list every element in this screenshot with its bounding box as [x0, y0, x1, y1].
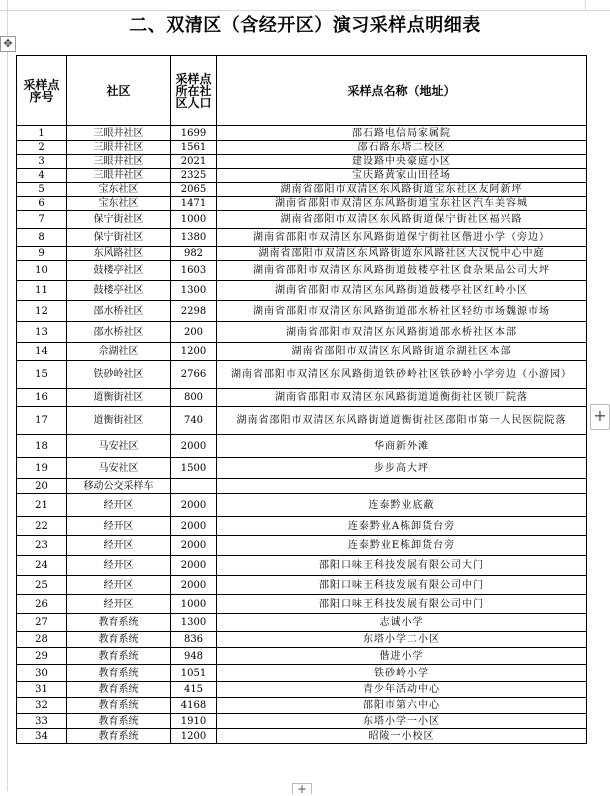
cell-location-name: 志诚小学	[217, 614, 587, 632]
cell-sample-no: 9	[17, 247, 67, 261]
table-row	[17, 665, 587, 682]
cell-sample-no: 29	[17, 648, 67, 665]
cell-location-name: 邵阳市第六中心	[217, 698, 587, 714]
table-row	[17, 343, 587, 361]
sampling-points-table	[16, 55, 587, 744]
cell-population: 1300	[171, 281, 217, 301]
table-row	[17, 517, 587, 536]
cell-location-name: 湖南省邵阳市双清区东风路街道鼓楼亭社区食杂果品公司大坪	[217, 261, 587, 281]
cell-population: 2000	[171, 517, 217, 536]
cell-sample-no: 34	[17, 729, 67, 744]
cell-community: 宝东社区	[67, 183, 171, 197]
cell-community: 教育系统	[67, 648, 171, 665]
cell-community: 教育系统	[67, 614, 171, 632]
cell-location-name: 连泰黔业A栋卸货台旁	[217, 517, 587, 536]
table-header-row	[17, 56, 587, 126]
cell-community: 三眼井社区	[67, 155, 171, 169]
cell-sample-no: 25	[17, 576, 67, 595]
table-row	[17, 458, 587, 479]
cell-community: 邵水桥社区	[67, 301, 171, 322]
cell-community: 鼓楼亭社区	[67, 281, 171, 301]
cell-population: 1000	[171, 211, 217, 229]
cell-sample-no: 21	[17, 494, 67, 517]
cell-population: 1300	[171, 614, 217, 632]
table-row	[17, 479, 587, 494]
cell-location-name: 建设路中央豪庭小区	[217, 155, 587, 169]
cell-sample-no: 1	[17, 126, 67, 141]
add-column-icon[interactable]: +	[590, 404, 610, 430]
cell-location-name: 东塔小学一小区	[217, 714, 587, 729]
cell-location-name: 铁砂岭小学	[217, 665, 587, 682]
cell-sample-no: 7	[17, 211, 67, 229]
table-row	[17, 211, 587, 229]
cell-community: 三眼井社区	[67, 141, 171, 155]
cell-population: 948	[171, 648, 217, 665]
cell-location-name: 湖南省邵阳市双清区东风路街道道衡街社区锁厂院落	[217, 389, 587, 407]
cell-population: 1500	[171, 458, 217, 479]
cell-location-name: 青少年活动中心	[217, 682, 587, 698]
table-row	[17, 141, 587, 155]
cell-location-name: 湖南省邵阳市双清区东风路街道邵水桥社区轻纺市场魏源市场	[217, 301, 587, 322]
cell-location-name: 湖南省邵阳市双清区东风路街道宝东社区友阿新坪	[217, 183, 587, 197]
cell-community: 邵水桥社区	[67, 322, 171, 343]
table-row	[17, 729, 587, 744]
cell-community: 保宁街社区	[67, 229, 171, 247]
cell-community: 教育系统	[67, 682, 171, 698]
cell-location-name: 连泰黔业底蔽	[217, 494, 587, 517]
table-row	[17, 595, 587, 614]
cell-location-name: 湖南省邵阳市双清区东风路街道保宁街社区福兴路	[217, 211, 587, 229]
cell-population: 2000	[171, 556, 217, 576]
cell-population: 1380	[171, 229, 217, 247]
cell-community: 经开区	[67, 556, 171, 576]
cell-population: 2000	[171, 494, 217, 517]
cell-community: 马安社区	[67, 435, 171, 458]
cell-sample-no: 16	[17, 389, 67, 407]
cell-sample-no: 12	[17, 301, 67, 322]
cell-community: 鼓楼亭社区	[67, 261, 171, 281]
cell-community: 马安社区	[67, 458, 171, 479]
cell-population: 1603	[171, 261, 217, 281]
right-margin-guide	[585, 0, 586, 10]
cell-population: 200	[171, 322, 217, 343]
cell-sample-no: 23	[17, 536, 67, 556]
table-move-handle-icon[interactable]: ✥	[0, 36, 16, 52]
cell-sample-no: 11	[17, 281, 67, 301]
table-row	[17, 435, 587, 458]
table-row	[17, 322, 587, 343]
cell-community: 东风路社区	[67, 247, 171, 261]
cell-population: 415	[171, 682, 217, 698]
cell-community: 移动公交采样车	[67, 479, 171, 494]
cell-location-name	[217, 479, 587, 494]
table-row	[17, 301, 587, 322]
header-population: 采样点所在社区人口	[171, 56, 217, 126]
table-row	[17, 361, 587, 389]
header-community: 社区	[67, 56, 171, 126]
cell-location-name: 湖南省邵阳市双清区东风路街道鼓楼亭社区红岭小区	[217, 281, 587, 301]
header-sample-no: 采样点序号	[17, 56, 67, 126]
cell-sample-no: 33	[17, 714, 67, 729]
cell-location-name: 邵阳口味王科技发展有限公司中门	[217, 576, 587, 595]
table-row	[17, 247, 587, 261]
cell-community: 三眼井社区	[67, 169, 171, 183]
table-row	[17, 698, 587, 714]
cell-location-name: 东塔小学二小区	[217, 632, 587, 648]
cell-community: 教育系统	[67, 665, 171, 682]
table-row	[17, 556, 587, 576]
cell-location-name: 湖南省邵阳市双清区东风路街道邵水桥社区本部	[217, 322, 587, 343]
cell-community: 经开区	[67, 536, 171, 556]
cell-population: 2766	[171, 361, 217, 389]
table-row	[17, 126, 587, 141]
cell-sample-no: 30	[17, 665, 67, 682]
cell-community: 教育系统	[67, 729, 171, 744]
cell-population: 1051	[171, 665, 217, 682]
cell-population: 2000	[171, 536, 217, 556]
cell-sample-no: 4	[17, 169, 67, 183]
cell-population: 2065	[171, 183, 217, 197]
cell-location-name: 邵阳口味王科技发展有限公司中门	[217, 595, 587, 614]
table-row	[17, 632, 587, 648]
table-row	[17, 281, 587, 301]
cell-sample-no: 3	[17, 155, 67, 169]
table-row	[17, 389, 587, 407]
cell-sample-no: 24	[17, 556, 67, 576]
cell-location-name: 昭陵一小校区	[217, 729, 587, 744]
cell-population: 982	[171, 247, 217, 261]
cell-sample-no: 27	[17, 614, 67, 632]
cell-sample-no: 22	[17, 517, 67, 536]
cell-location-name: 邵石路电信局家属院	[217, 126, 587, 141]
table-row	[17, 169, 587, 183]
cell-location-name: 湖南省邵阳市双清区东风路街道保宁街社区偕进小学（旁边）	[217, 229, 587, 247]
cell-community: 保宁街社区	[67, 211, 171, 229]
cell-location-name: 湖南省邵阳市双清区东风路街道宝东社区汽车美容城	[217, 197, 587, 211]
add-row-icon[interactable]: +	[292, 783, 312, 794]
cell-sample-no: 10	[17, 261, 67, 281]
cell-sample-no: 26	[17, 595, 67, 614]
table-row	[17, 614, 587, 632]
cell-community: 佘湖社区	[67, 343, 171, 361]
left-margin-guide	[7, 0, 8, 791]
cell-sample-no: 17	[17, 407, 67, 435]
cell-community: 经开区	[67, 494, 171, 517]
cell-location-name: 连泰黔业E栋卸货台旁	[217, 536, 587, 556]
cell-location-name: 湖南省邵阳市双清区东风路街道东风路社区大汉悦中心中庭	[217, 247, 587, 261]
cell-community: 经开区	[67, 595, 171, 614]
table-row	[17, 648, 587, 665]
table-row	[17, 682, 587, 698]
cell-sample-no: 2	[17, 141, 67, 155]
table-row	[17, 197, 587, 211]
cell-sample-no: 19	[17, 458, 67, 479]
cell-population: 800	[171, 389, 217, 407]
cell-population	[171, 479, 217, 494]
table-row	[17, 261, 587, 281]
table-row	[17, 576, 587, 595]
cell-population: 2325	[171, 169, 217, 183]
cell-population: 740	[171, 407, 217, 435]
cell-location-name: 邵石路东塔二校区	[217, 141, 587, 155]
table-row	[17, 155, 587, 169]
table-row	[17, 714, 587, 729]
cell-community: 宝东社区	[67, 197, 171, 211]
cell-community: 道衡街社区	[67, 389, 171, 407]
header-location-name: 采样点名称（地址）	[217, 56, 587, 126]
cell-sample-no: 14	[17, 343, 67, 361]
cell-sample-no: 15	[17, 361, 67, 389]
page-title: 二、双清区（含经开区）演习采样点明细表	[129, 15, 481, 36]
cell-community: 教育系统	[67, 632, 171, 648]
cell-population: 1561	[171, 141, 217, 155]
cell-population: 1910	[171, 714, 217, 729]
cell-location-name: 湖南省邵阳市双清区东风路街道道衡街社区邵阳市第一人民医院院落	[217, 407, 587, 435]
cell-population: 1200	[171, 729, 217, 744]
cell-sample-no: 31	[17, 682, 67, 698]
cell-population: 836	[171, 632, 217, 648]
cell-population: 1471	[171, 197, 217, 211]
cell-location-name: 湖南省邵阳市双清区东风路街道佘湖社区本部	[217, 343, 587, 361]
cell-sample-no: 8	[17, 229, 67, 247]
cell-community: 经开区	[67, 517, 171, 536]
cell-location-name: 步步高大坪	[217, 458, 587, 479]
cell-community: 铁砂岭社区	[67, 361, 171, 389]
cell-population: 1000	[171, 595, 217, 614]
cell-sample-no: 18	[17, 435, 67, 458]
table-row	[17, 407, 587, 435]
cell-location-name: 华商新外滩	[217, 435, 587, 458]
table-body	[17, 126, 587, 744]
cell-sample-no: 32	[17, 698, 67, 714]
table-row	[17, 229, 587, 247]
cell-location-name: 偕进小学	[217, 648, 587, 665]
table-row	[17, 536, 587, 556]
cell-population: 1699	[171, 126, 217, 141]
cell-location-name: 邵阳口味王科技发展有限公司大门	[217, 556, 587, 576]
cell-population: 4168	[171, 698, 217, 714]
cell-location-name: 湖南省邵阳市双清区东风路街道铁砂岭社区铁砂岭小学旁边（小游园）	[217, 361, 587, 389]
cell-location-name: 宝庆路黄家山田径场	[217, 169, 587, 183]
cell-sample-no: 6	[17, 197, 67, 211]
cell-sample-no: 28	[17, 632, 67, 648]
cell-community: 经开区	[67, 576, 171, 595]
cell-population: 2000	[171, 576, 217, 595]
table-row	[17, 494, 587, 517]
cell-sample-no: 13	[17, 322, 67, 343]
cell-sample-no: 20	[17, 479, 67, 494]
cell-community: 道衡街社区	[67, 407, 171, 435]
cell-population: 2298	[171, 301, 217, 322]
top-margin-guide	[0, 10, 610, 11]
table-row	[17, 183, 587, 197]
cell-population: 2000	[171, 435, 217, 458]
cell-community: 教育系统	[67, 714, 171, 729]
cell-community: 教育系统	[67, 698, 171, 714]
cell-community: 三眼井社区	[67, 126, 171, 141]
cell-population: 2021	[171, 155, 217, 169]
cell-population: 1200	[171, 343, 217, 361]
cell-sample-no: 5	[17, 183, 67, 197]
